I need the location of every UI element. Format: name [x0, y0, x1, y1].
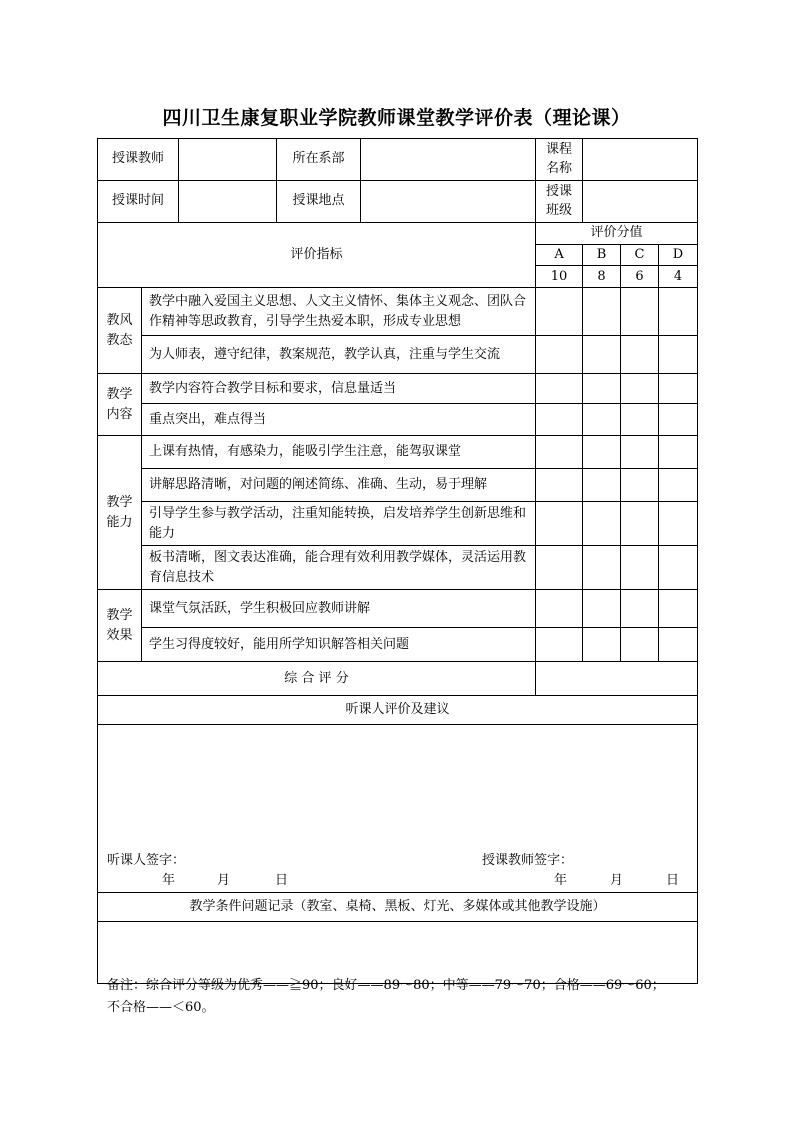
teacher-field[interactable]: [179, 139, 277, 181]
teacher-date-month: 月: [610, 873, 624, 889]
place-field[interactable]: [361, 181, 536, 223]
score-cell[interactable]: [536, 288, 583, 336]
observer-date-day: 日: [275, 873, 289, 889]
criterion-text: 学生习得度较好，能用所学知识解答相关问题: [142, 628, 536, 662]
score-cell[interactable]: [536, 404, 583, 436]
points-a: 10: [536, 266, 583, 288]
teacher-label: 授课教师: [98, 139, 179, 181]
observer-date-month: 月: [217, 873, 231, 889]
feedback-area[interactable]: [98, 725, 698, 893]
category-name: 教学效果: [98, 590, 142, 662]
score-cell[interactable]: [621, 288, 659, 336]
criterion-text: 上课有热情，有感染力，能吸引学生注意，能驾驭课堂: [142, 436, 536, 469]
score-cell[interactable]: [621, 374, 659, 404]
criterion-text: 引导学生参与教学活动，注重知能转换，启发培养学生创新思维和能力: [142, 502, 536, 546]
criterion-text: 为人师表，遵守纪律，教案规范，教学认真，注重与学生交流: [142, 336, 536, 374]
score-cell[interactable]: [536, 546, 583, 590]
indicator-header: 评价指标: [98, 223, 536, 288]
feedback-header: 听课人评价及建议: [98, 696, 698, 725]
criterion-text: 教学中融入爱国主义思想、人文主义情怀、集体主义观念、团队合作精神等思政教育，引导学生热爱本职，形成专业思想: [142, 288, 536, 336]
teacher-date-year: 年: [554, 873, 568, 889]
time-label: 授课时间: [98, 181, 179, 223]
score-cell[interactable]: [583, 502, 621, 546]
score-cell[interactable]: [536, 436, 583, 469]
score-cell[interactable]: [659, 336, 698, 374]
criterion-text: 教学内容符合教学目标和要求，信息量适当: [142, 374, 536, 404]
total-score-label: 综 合 评 分: [98, 662, 536, 696]
criterion-text: 板书清晰，图文表达准确，能合理有效利用教学媒体，灵活运用教育信息技术: [142, 546, 536, 590]
evaluation-table: [97, 138, 698, 984]
total-score-field[interactable]: [536, 662, 698, 696]
score-cell[interactable]: [583, 469, 621, 502]
points-c: 6: [621, 266, 659, 288]
score-cell[interactable]: [621, 590, 659, 628]
score-cell[interactable]: [621, 628, 659, 662]
course-field[interactable]: [583, 139, 698, 181]
score-cell[interactable]: [536, 502, 583, 546]
dept-label: 所在系部: [277, 139, 361, 181]
score-header: 评价分值: [536, 223, 698, 245]
score-cell[interactable]: [536, 469, 583, 502]
score-cell[interactable]: [583, 628, 621, 662]
score-cell[interactable]: [659, 436, 698, 469]
class-label: 授课班级: [536, 181, 583, 223]
observer-date-year: 年: [162, 873, 176, 889]
score-cell[interactable]: [659, 628, 698, 662]
category-name: 教风教态: [98, 288, 142, 374]
score-cell[interactable]: [536, 590, 583, 628]
score-cell[interactable]: [659, 404, 698, 436]
course-label: 课程名称: [536, 139, 583, 181]
score-cell[interactable]: [659, 546, 698, 590]
score-cell[interactable]: [621, 404, 659, 436]
score-cell[interactable]: [659, 502, 698, 546]
page-title: 四川卫生康复职业学院教师课堂教学评价表（理论课）: [162, 107, 631, 129]
score-cell[interactable]: [659, 374, 698, 404]
score-cell[interactable]: [536, 374, 583, 404]
teacher-signature-label: 授课教师签字：: [482, 853, 574, 869]
footnote-line-1: 备注：综合评分等级为优秀——≧90；良好——89～80；中等——79～70；合格——69～60；: [107, 978, 665, 993]
score-cell[interactable]: [583, 288, 621, 336]
score-cell[interactable]: [659, 469, 698, 502]
criterion-text: 讲解思路清晰，对问题的阐述简练、准确、生动，易于理解: [142, 469, 536, 502]
score-cell[interactable]: [536, 628, 583, 662]
score-cell[interactable]: [621, 336, 659, 374]
score-cell[interactable]: [621, 546, 659, 590]
score-cell[interactable]: [583, 404, 621, 436]
grade-a: A: [536, 245, 583, 266]
points-d: 4: [659, 266, 698, 288]
grade-c: C: [621, 245, 659, 266]
footnote: [107, 975, 697, 1019]
score-cell[interactable]: [536, 336, 583, 374]
score-cell[interactable]: [621, 436, 659, 469]
score-cell[interactable]: [583, 546, 621, 590]
score-cell[interactable]: [621, 469, 659, 502]
score-cell[interactable]: [659, 288, 698, 336]
score-cell[interactable]: [583, 374, 621, 404]
time-field[interactable]: [179, 181, 277, 223]
conditions-header: 教学条件问题记录（教室、桌椅、黑板、灯光、多媒体或其他教学设施）: [98, 893, 698, 922]
category-name: 教学内容: [98, 374, 142, 436]
category-name: 教学能力: [98, 436, 142, 590]
criterion-text: 重点突出，难点得当: [142, 404, 536, 436]
teacher-date-day: 日: [666, 873, 680, 889]
observer-signature-label: 听课人签字：: [107, 853, 186, 869]
grade-d: D: [659, 245, 698, 266]
score-cell[interactable]: [659, 590, 698, 628]
grade-b: B: [583, 245, 621, 266]
score-cell[interactable]: [583, 590, 621, 628]
dept-field[interactable]: [361, 139, 536, 181]
criterion-text: 课堂气氛活跃，学生积极回应教师讲解: [142, 590, 536, 628]
footnote-line-2: 不合格——＜60。: [107, 1000, 215, 1015]
score-cell[interactable]: [583, 436, 621, 469]
score-cell[interactable]: [621, 502, 659, 546]
class-field[interactable]: [583, 181, 698, 223]
score-cell[interactable]: [583, 336, 621, 374]
points-b: 8: [583, 266, 621, 288]
place-label: 授课地点: [277, 181, 361, 223]
